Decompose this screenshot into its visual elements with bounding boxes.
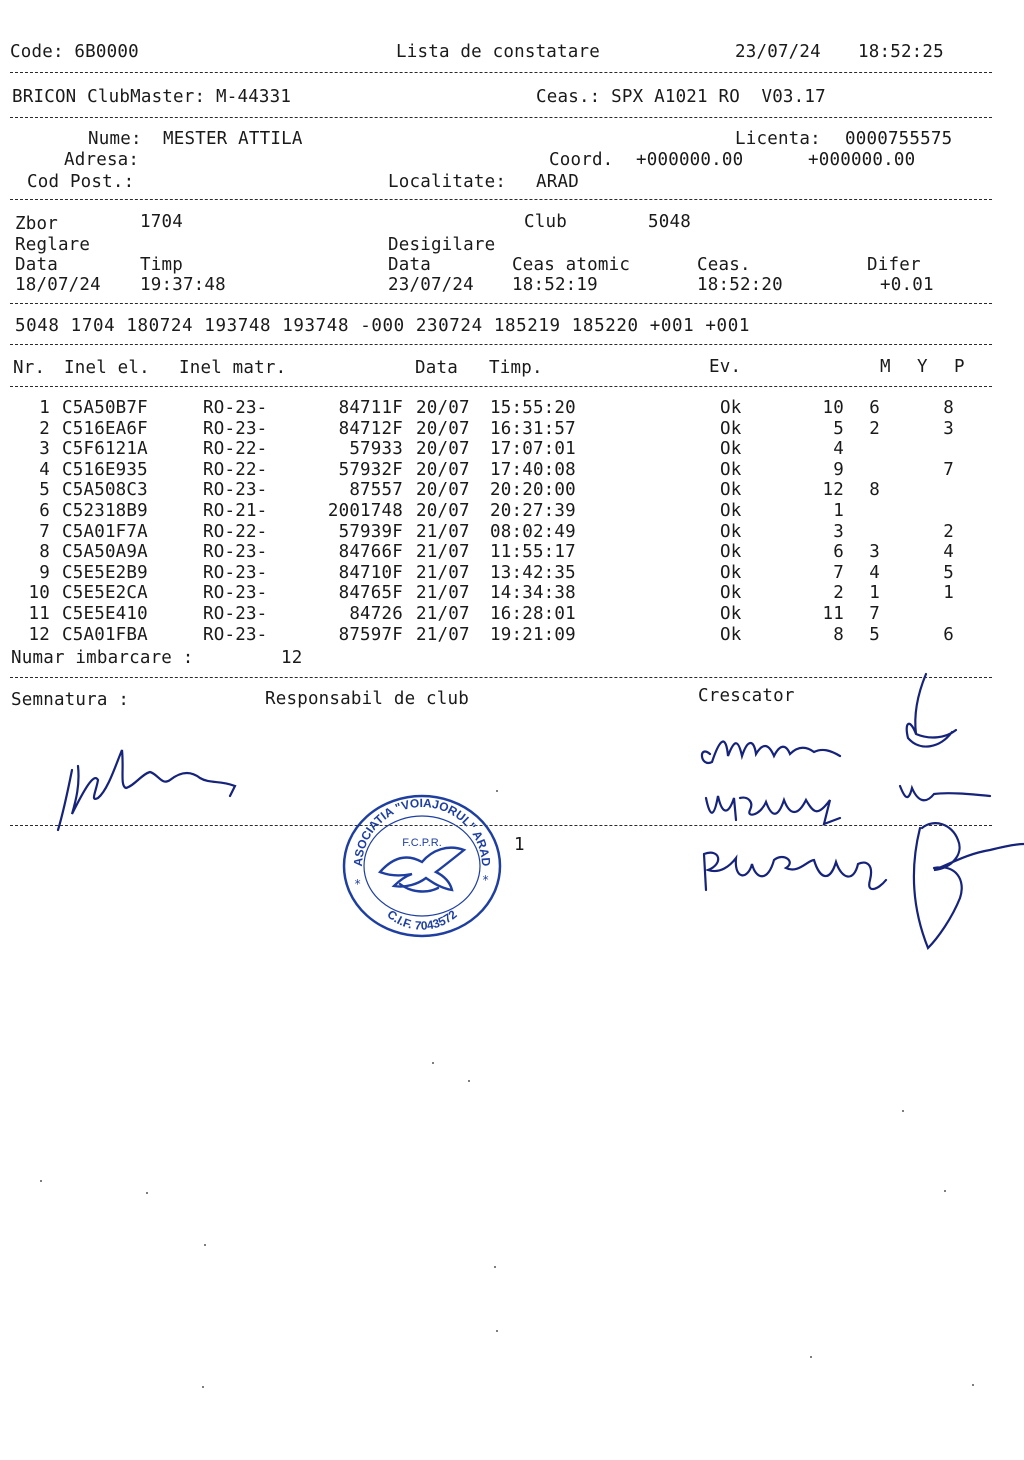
cell-timp: 17:40:08 — [490, 459, 576, 480]
cell-timp: 20:20:00 — [490, 480, 576, 501]
coord-lon: +000000.00 — [808, 150, 916, 170]
cell-y: 2 — [869, 418, 880, 439]
cell-inel-el: C5A01F7A — [62, 521, 148, 542]
cell-ev: Ok — [720, 418, 742, 439]
cell-nr: 8 — [39, 542, 50, 563]
cell-nr: 12 — [28, 624, 50, 645]
cell-inel-number: 84765F — [338, 583, 403, 604]
cell-inel-el: C5A508C3 — [62, 480, 148, 501]
cell-nr: 7 — [39, 521, 50, 542]
cell-inel-prefix: RO-22- — [203, 521, 268, 542]
cell-inel-number: 57932F — [338, 459, 403, 480]
header-date: 23/07/24 — [735, 42, 821, 62]
cell-timp: 08:02:49 — [490, 521, 576, 542]
licenta-label: Licenta: — [735, 129, 821, 149]
cell-m: 9 — [833, 459, 844, 480]
cell-inel-el: C5F6121A — [62, 439, 148, 460]
cell-inel-el: C516E935 — [62, 459, 148, 480]
scan-speck — [204, 1244, 206, 1246]
cell-timp: 11:55:17 — [490, 542, 576, 563]
cell-m: 4 — [833, 439, 844, 460]
cell-m: 11 — [822, 604, 844, 624]
cell-m: 2 — [833, 583, 844, 604]
cell-inel-number: 57933 — [349, 439, 403, 460]
cell-inel-el: C5E5E2B9 — [62, 562, 148, 583]
cell-y: 3 — [869, 542, 880, 563]
cell-inel-number: 57939F — [338, 521, 403, 542]
cell-p: 1 — [943, 583, 954, 604]
cell-nr: 5 — [39, 480, 50, 501]
zbor-label: Zbor — [15, 214, 58, 234]
cell-inel-number: 84711F — [338, 398, 403, 418]
cell-nr: 10 — [28, 583, 50, 604]
divider — [10, 72, 992, 73]
cell-data: 21/07 — [416, 542, 470, 563]
reglare-data: 18/07/24 — [15, 275, 101, 295]
scan-speck — [810, 1356, 812, 1358]
responsabil-label: Responsabil de club — [265, 689, 469, 709]
cell-timp: 15:55:20 — [490, 398, 576, 418]
col-p: P — [954, 357, 965, 377]
cell-inel-prefix: RO-23- — [203, 398, 268, 418]
scan-speck — [494, 1266, 496, 1268]
cell-m: 8 — [833, 624, 844, 645]
adresa-label: Adresa: — [64, 150, 140, 170]
cell-y: 8 — [869, 480, 880, 501]
signature-semnatura — [50, 730, 250, 840]
cell-ev: Ok — [720, 604, 742, 624]
cell-ev: Ok — [720, 562, 742, 583]
cell-y: 4 — [869, 562, 880, 583]
cell-inel-prefix: RO-23- — [203, 480, 268, 501]
col-nr: Nr. — [13, 358, 46, 378]
svg-text:ASOCIATIA "VOIAJORUL" ARAD: ASOCIATIA "VOIAJORUL" ARAD — [350, 795, 494, 867]
cell-inel-number: 87557 — [349, 480, 403, 501]
clubmaster-id: BRICON ClubMaster: M-44331 — [12, 87, 292, 107]
coord-lat: +000000.00 — [636, 150, 744, 170]
cell-timp: 16:28:01 — [490, 604, 576, 624]
cell-inel-prefix: RO-23- — [203, 583, 268, 604]
cell-p: 6 — [943, 624, 954, 645]
cell-nr: 3 — [39, 439, 50, 460]
club-value: 5048 — [648, 212, 691, 232]
club-label: Club — [524, 212, 567, 232]
cell-timp: 13:42:35 — [490, 562, 576, 583]
cell-data: 21/07 — [416, 583, 470, 604]
cell-timp: 20:27:39 — [490, 501, 576, 521]
scan-speck — [40, 1180, 42, 1182]
ceas-label: Ceas. — [697, 255, 751, 275]
scan-speck — [496, 1330, 498, 1332]
cell-ev: Ok — [720, 439, 742, 460]
numar-imbarcare-label: Numar imbarcare : — [11, 648, 194, 668]
cell-data: 20/07 — [416, 439, 470, 460]
clock-id: Ceas.: SPX A1021 RO V03.17 — [536, 87, 826, 107]
cell-nr: 4 — [39, 459, 50, 480]
localitate-label: Localitate: — [388, 172, 507, 192]
scan-speck — [944, 1190, 946, 1192]
cell-inel-el: C52318B9 — [62, 501, 148, 521]
header-time: 18:52:25 — [858, 42, 944, 62]
cell-ev: Ok — [720, 501, 742, 521]
scan-speck — [972, 1384, 974, 1386]
cell-m: 10 — [822, 398, 844, 418]
semnatura-label: Semnatura : — [11, 690, 130, 710]
localitate-value: ARAD — [536, 172, 579, 192]
cell-ev: Ok — [720, 542, 742, 563]
cell-timp: 17:07:01 — [490, 439, 576, 460]
signature-crescator — [690, 668, 1024, 960]
cell-inel-number: 84766F — [338, 542, 403, 563]
cell-ev: Ok — [720, 624, 742, 645]
scan-speck — [146, 1192, 148, 1194]
cell-data: 21/07 — [416, 562, 470, 583]
cell-timp: 19:21:09 — [490, 624, 576, 645]
divider — [10, 344, 992, 345]
cell-inel-number: 87597F — [338, 624, 403, 645]
cell-inel-prefix: RO-22- — [203, 459, 268, 480]
code-label: Code: 6B0000 — [10, 42, 139, 62]
reglare-timp-label: Timp — [140, 255, 183, 275]
divider — [10, 117, 992, 118]
cell-inel-el: C5E5E410 — [62, 604, 148, 624]
licenta-value: 0000755575 — [845, 129, 953, 149]
cell-m: 7 — [833, 562, 844, 583]
reglare-timp: 19:37:48 — [140, 275, 226, 295]
cell-y: 1 — [869, 583, 880, 604]
ceas-atomic-label: Ceas atomic — [512, 255, 631, 275]
scan-speck — [432, 1062, 434, 1064]
cell-ev: Ok — [720, 480, 742, 501]
cell-inel-prefix: RO-23- — [203, 562, 268, 583]
cell-p: 7 — [943, 459, 954, 480]
scan-speck — [468, 1080, 470, 1082]
page-number: 1 — [514, 835, 525, 855]
cell-m: 5 — [833, 418, 844, 439]
ceas-value: 18:52:20 — [697, 275, 783, 295]
divider — [10, 199, 992, 200]
cell-data: 21/07 — [416, 604, 470, 624]
cell-ev: Ok — [720, 398, 742, 418]
col-timp: Timp. — [489, 358, 543, 378]
cod-post-label: Cod Post.: — [27, 172, 135, 192]
coord-label: Coord. — [549, 150, 614, 170]
cell-ev: Ok — [720, 459, 742, 480]
cell-inel-prefix: RO-23- — [203, 418, 268, 439]
cell-inel-prefix: RO-23- — [203, 624, 268, 645]
reglare-data-label: Data — [15, 255, 58, 275]
cell-data: 21/07 — [416, 521, 470, 542]
cell-data: 20/07 — [416, 459, 470, 480]
cell-m: 6 — [833, 542, 844, 563]
cell-p: 3 — [943, 418, 954, 439]
col-ev: Ev. — [709, 357, 742, 377]
cell-y: 7 — [869, 604, 880, 624]
cell-nr: 11 — [28, 604, 50, 624]
zbor-value: 1704 — [140, 212, 183, 232]
cell-inel-el: C5A01FBA — [62, 624, 148, 645]
desigilare-label: Desigilare — [388, 235, 496, 255]
cell-p: 2 — [943, 521, 954, 542]
cell-inel-el: C516EA6F — [62, 418, 148, 439]
scan-speck — [496, 790, 498, 792]
reglare-label: Reglare — [15, 235, 91, 255]
col-inel-el: Inel el. — [64, 358, 150, 378]
cell-inel-number: 84726 — [349, 604, 403, 624]
desig-data-label: Data — [388, 255, 431, 275]
cell-inel-prefix: RO-23- — [203, 542, 268, 563]
numar-imbarcare-value: 12 — [281, 648, 303, 668]
cell-m: 3 — [833, 521, 844, 542]
stamp-seal — [340, 792, 504, 942]
col-data: Data — [415, 358, 458, 378]
cell-m: 12 — [822, 480, 844, 501]
cell-nr: 6 — [39, 501, 50, 521]
cell-ev: Ok — [720, 583, 742, 604]
cell-nr: 9 — [39, 562, 50, 583]
cell-m: 1 — [833, 501, 844, 521]
cell-inel-number: 2001748 — [327, 501, 403, 521]
document-title: Lista de constatare — [396, 42, 600, 62]
cell-timp: 14:34:38 — [490, 583, 576, 604]
cell-y: 6 — [869, 398, 880, 418]
cell-data: 20/07 — [416, 398, 470, 418]
col-y: Y — [917, 357, 928, 377]
scan-speck — [202, 1386, 204, 1388]
cell-inel-prefix: RO-21- — [203, 501, 268, 521]
cell-p: 5 — [943, 562, 954, 583]
cell-y: 5 — [869, 624, 880, 645]
col-m: M — [880, 357, 891, 377]
desig-data: 23/07/24 — [388, 275, 474, 295]
ceas-atomic-value: 18:52:19 — [512, 275, 598, 295]
cell-p: 4 — [943, 542, 954, 563]
nume-label: Nume: — [88, 129, 142, 149]
cell-nr: 1 — [39, 398, 50, 418]
cell-inel-prefix: RO-23- — [203, 604, 268, 624]
difer-value: +0.01 — [880, 275, 934, 295]
divider — [10, 303, 992, 304]
svg-text:F.C.P.R.: F.C.P.R. — [402, 837, 442, 849]
col-inel-matr: Inel matr. — [179, 358, 287, 378]
difer-label: Difer — [867, 255, 921, 275]
cell-inel-number: 84712F — [338, 418, 403, 439]
cell-nr: 2 — [39, 418, 50, 439]
owner-name: MESTER ATTILA — [163, 129, 303, 149]
summary-line: 5048 1704 180724 193748 193748 -000 230724 185219 185220 +001 +001 — [15, 316, 750, 336]
cell-data: 21/07 — [416, 624, 470, 645]
cell-data: 20/07 — [416, 418, 470, 439]
cell-inel-number: 84710F — [338, 562, 403, 583]
cell-data: 20/07 — [416, 480, 470, 501]
scan-speck — [902, 1110, 904, 1112]
cell-inel-el: C5A50A9A — [62, 542, 148, 563]
cell-inel-prefix: RO-22- — [203, 439, 268, 460]
divider — [10, 386, 992, 387]
cell-timp: 16:31:57 — [490, 418, 576, 439]
cell-p: 8 — [943, 398, 954, 418]
svg-text:*: * — [354, 877, 362, 891]
cell-inel-el: C5A50B7F — [62, 398, 148, 418]
svg-text:*: * — [482, 873, 490, 887]
cell-ev: Ok — [720, 521, 742, 542]
crescator-label: Crescator — [698, 686, 795, 706]
cell-data: 20/07 — [416, 501, 470, 521]
svg-text:C.I.F. 7043572: C.I.F. 7043572 — [384, 907, 460, 933]
cell-inel-el: C5E5E2CA — [62, 583, 148, 604]
